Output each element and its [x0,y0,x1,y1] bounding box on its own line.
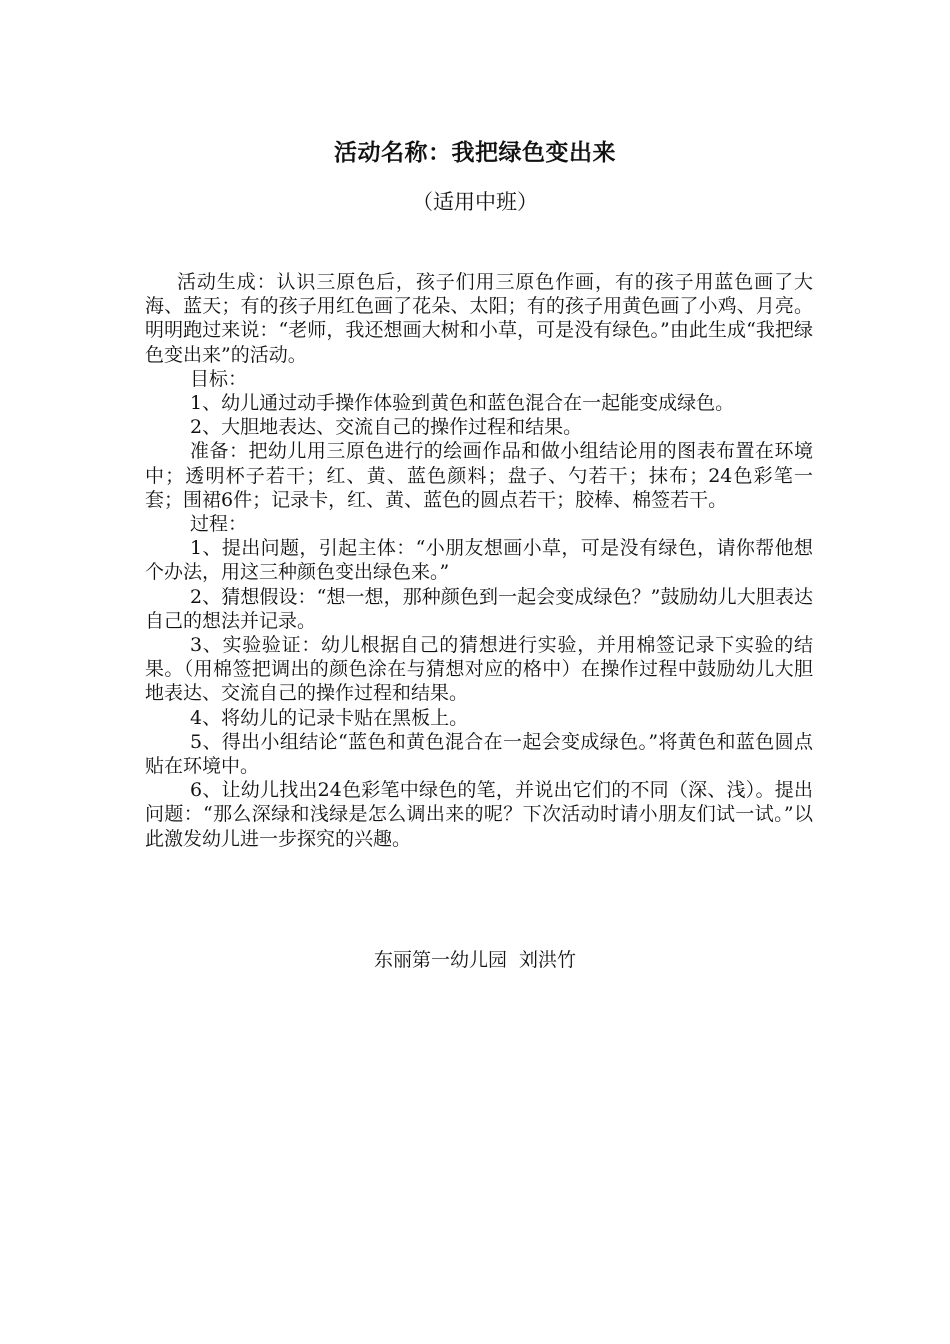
paragraph-step-4: 4、将幼儿的记录卡贴在黑板上。 [190,706,469,729]
document-subtitle: （适用中班） [412,190,538,214]
document-title: 活动名称：我把绿色变出来 [334,139,616,166]
document-body [145,270,813,851]
paragraph-step-1: 1、提出问题，引起主体：“小朋友想画小草，可是没有绿色，请你帮他想个办法，用这三种颜色变出绿色来。” [145,537,813,584]
paragraph-step-2: 2、猜想假设：“想一想，那种颜色到一起会变成绿色？”鼓励幼儿大胆表达自己的想法并记录。 [145,585,813,632]
paragraph-preparation: 准备：把幼儿用三原色进行的绘画作品和做小组结论用的图表布置在环境中；透明杯子若干；红、黄、蓝色颜料；盘子、勺若干；抹布；24色彩笔一套；围裙6件；记录卡，红、黄、蓝色的圆点若干；胶棒、棉签若干。 [145,440,813,511]
paragraph-goal-1: 1、幼儿通过动手操作体验到黄色和蓝色混合在一起能变成绿色。 [190,392,735,415]
paragraph-step-6: 6、让幼儿找出24色彩笔中绿色的笔，并说出它们的不同（深、浅）。提出问题：“那么深绿和浅绿是怎么调出来的呢？下次活动时请小朋友们试一试。”以此激发幼儿进一步探究的兴趣。 [145,779,813,850]
paragraph-goals-heading: 目标： [190,367,248,390]
paragraph-step-5: 5、得出小组结论“蓝色和黄色混合在一起会变成绿色。”将黄色和蓝色圆点贴在环境中。 [145,730,813,778]
paragraph-step-3: 3、实验验证：幼儿根据自己的猜想进行实验，并用棉签记录下实验的结果。（用棉签把调出的颜色涂在与猜想对应的格中）在操作过程中鼓励幼儿大胆地表达、交流自己的操作过程和结果。 [145,634,813,705]
paragraph-process-heading: 过程： [190,513,248,536]
paragraph-activity-origin: 活动生成：认识三原色后，孩子们用三原色作画，有的孩子用蓝色画了大海、蓝天；有的孩子用红色画了花朵、太阳；有的孩子用黄色画了小鸡、月亮。明明跑过来说：“老师，我还想画大树和小草，可是没有绿色。”由此生成“我把绿色变出来”的活动。 [145,271,813,366]
document-signature: 东丽第一幼儿园 刘洪竹 [373,949,577,971]
paragraph-goal-2: 2、大胆地表达、交流自己的操作过程和结果。 [190,416,583,439]
